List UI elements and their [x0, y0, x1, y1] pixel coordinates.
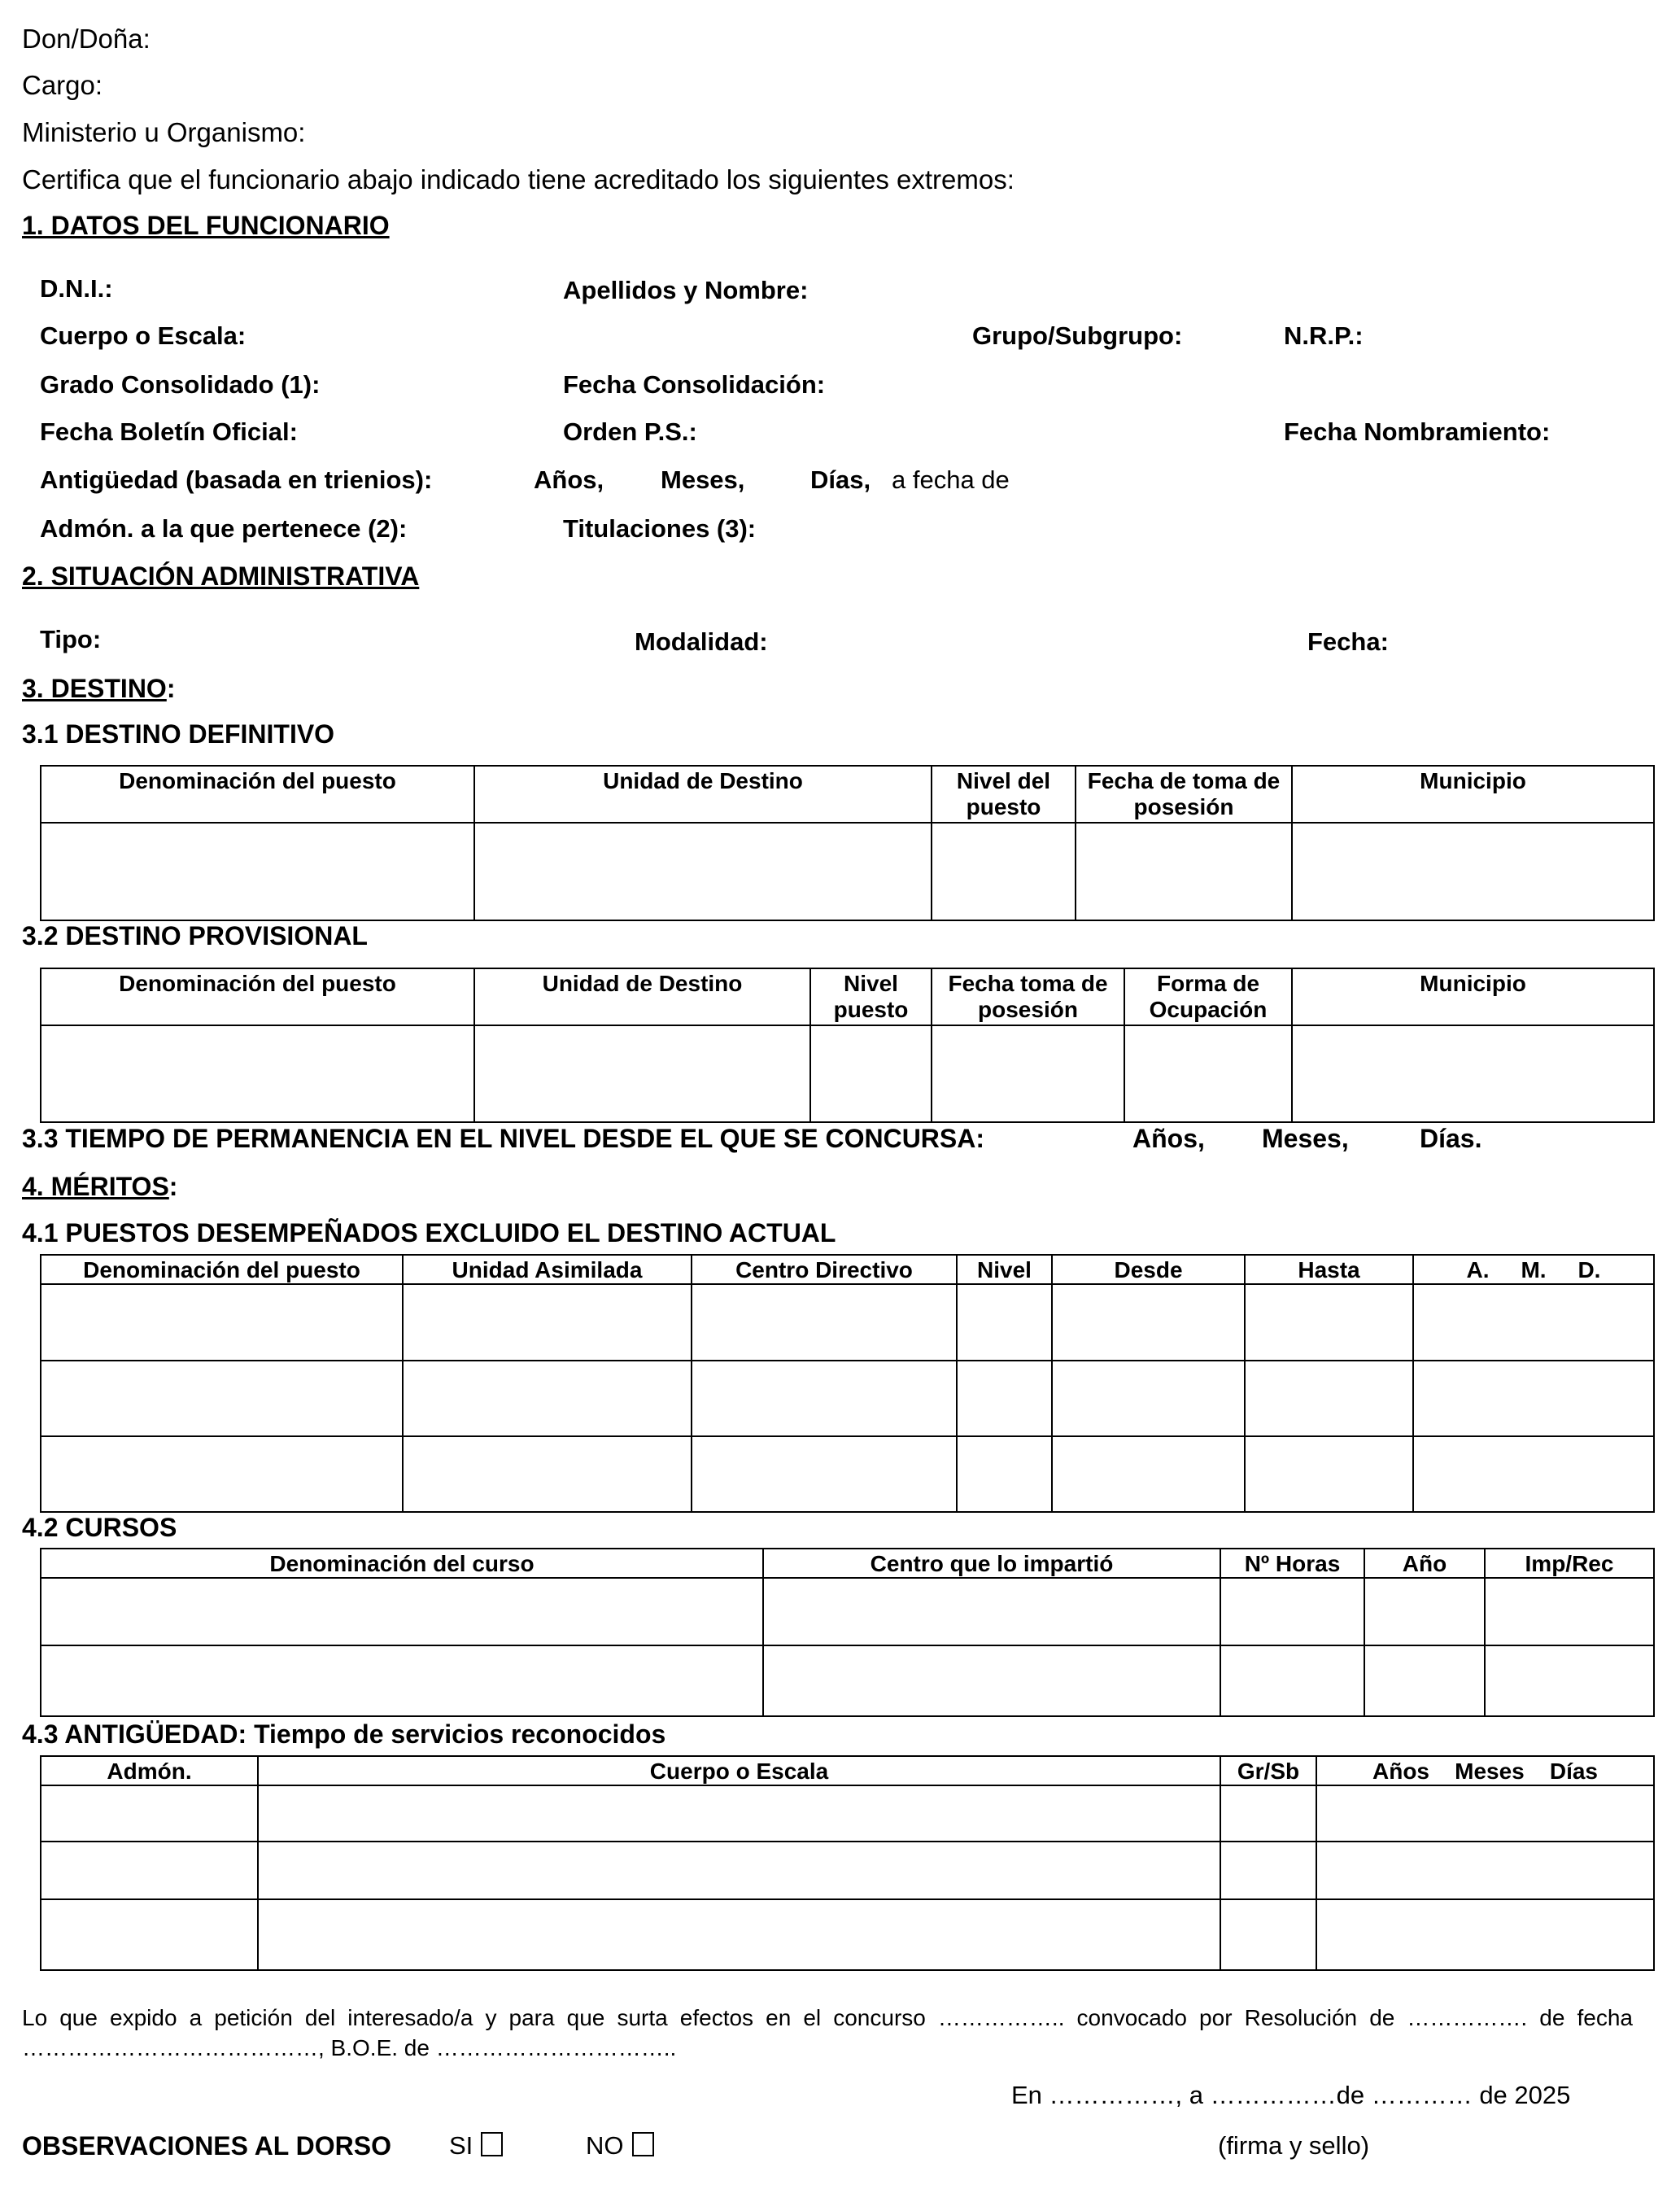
table-cell[interactable] — [41, 1436, 403, 1512]
cell-unidad[interactable] — [474, 1025, 810, 1122]
th-nivel: Nivel del puesto — [932, 766, 1076, 823]
modalidad-label: Modalidad: — [635, 627, 768, 656]
th-desde: Desde — [1052, 1255, 1245, 1284]
th-nivel: Nivel puesto — [810, 968, 932, 1025]
table-cell[interactable] — [1364, 1578, 1485, 1645]
observaciones-label: OBSERVACIONES AL DORSO — [22, 2131, 391, 2161]
section3-title — [22, 674, 175, 704]
titulaciones-label: Titulaciones (3): — [563, 514, 757, 543]
section42-title: 4.2 CURSOS — [22, 1513, 177, 1542]
th-centro-directivo: Centro Directivo — [692, 1255, 957, 1284]
th-centro: Centro que lo impartió — [763, 1549, 1220, 1578]
table-cell[interactable] — [763, 1578, 1220, 1645]
table-row — [41, 1785, 1654, 1842]
cell-fecha-toma[interactable] — [932, 1025, 1124, 1122]
date-line: En ……………, a ……………de ………… de 2025 — [1011, 2081, 1571, 2109]
table-cell[interactable] — [258, 1899, 1220, 1970]
section31-title: 3.1 DESTINO DEFINITIVO — [22, 719, 335, 749]
si-checkbox[interactable] — [481, 2132, 503, 2156]
table-cell[interactable] — [403, 1436, 692, 1512]
section41-title: 4.1 PUESTOS DESEMPEÑADOS EXCLUIDO EL DESTINO ACTUAL — [22, 1218, 836, 1247]
no-option — [586, 2131, 654, 2161]
section1-title: 1. DATOS DEL FUNCIONARIO — [22, 211, 390, 240]
cuerpo-label: Cuerpo o Escala: — [40, 321, 247, 350]
th-nivel: Nivel — [957, 1255, 1052, 1284]
table-cell[interactable] — [1316, 1842, 1654, 1899]
table-cell[interactable] — [1220, 1645, 1364, 1716]
table-row — [41, 1842, 1654, 1899]
table-cell[interactable] — [1485, 1645, 1654, 1716]
fecha-boletin-label: Fecha Boletín Oficial: — [40, 417, 298, 446]
table-cell[interactable] — [692, 1284, 957, 1361]
th-municipio: Municipio — [1292, 766, 1654, 823]
antiguedad-meses: Meses, — [661, 465, 745, 494]
table-cell[interactable] — [258, 1842, 1220, 1899]
cell-nivel[interactable] — [810, 1025, 932, 1122]
puestos-desempenados-table — [40, 1254, 1655, 1513]
table-row — [41, 823, 1654, 920]
table-cell[interactable] — [1364, 1645, 1485, 1716]
table-cell[interactable] — [1052, 1284, 1245, 1361]
cell-municipio[interactable] — [1292, 823, 1654, 920]
table-cell[interactable] — [692, 1361, 957, 1436]
expido-text-line1: Lo que expido a petición del interesado/a y para que surta efectos en el concurso …………….. convocado por Resolución de ……………. de fecha — [22, 2005, 1633, 2030]
th-imp-rec: Imp/Rec — [1485, 1549, 1654, 1578]
table-cell[interactable] — [957, 1284, 1052, 1361]
antiguedad-label: Antigüedad (basada en trienios): — [40, 465, 433, 494]
a-fecha-de: a fecha de — [892, 465, 1010, 494]
table-cell[interactable] — [1413, 1361, 1654, 1436]
th-admon: Admón. — [41, 1756, 258, 1785]
table-row — [41, 1645, 1654, 1716]
firma-sello: (firma y sello) — [1218, 2131, 1370, 2160]
table-cell[interactable] — [41, 1361, 403, 1436]
th-cuerpo-escala: Cuerpo o Escala — [258, 1756, 1220, 1785]
cell-nivel[interactable] — [932, 823, 1076, 920]
th-fecha-toma: Fecha toma de posesión — [932, 968, 1124, 1025]
table-cell[interactable] — [1316, 1899, 1654, 1970]
antiguedad-anos: Años, — [534, 465, 604, 494]
th-anos-meses-dias: Años Meses Días — [1316, 1756, 1654, 1785]
table-cell[interactable] — [763, 1645, 1220, 1716]
th-denominacion-curso: Denominación del curso — [41, 1549, 763, 1578]
si-option — [449, 2131, 503, 2161]
section43-title: 4.3 ANTIGÜEDAD: Tiempo de servicios reconocidos — [22, 1719, 666, 1749]
grado-label: Grado Consolidado (1): — [40, 370, 321, 399]
admon-label: Admón. a la que pertenece (2): — [40, 514, 408, 543]
antiguedad-dias: Días, — [810, 465, 871, 494]
th-fecha-toma: Fecha de toma de posesión — [1076, 766, 1292, 823]
section4-title — [22, 1172, 177, 1202]
th-horas: Nº Horas — [1220, 1549, 1364, 1578]
th-denominacion: Denominación del puesto — [41, 766, 474, 823]
no-checkbox[interactable] — [632, 2132, 654, 2156]
table-cell[interactable] — [41, 1842, 258, 1899]
si-label: SI — [449, 2131, 473, 2160]
table-cell[interactable] — [1220, 1842, 1316, 1899]
section33-dias: Días. — [1420, 1124, 1482, 1153]
table-row — [41, 1899, 1654, 1970]
section33-anos: Años, — [1132, 1124, 1205, 1153]
cell-denominacion[interactable] — [41, 1025, 474, 1122]
th-municipio: Municipio — [1292, 968, 1654, 1025]
tipo-label: Tipo: — [40, 625, 102, 653]
table-cell[interactable] — [957, 1361, 1052, 1436]
table-cell[interactable] — [1245, 1284, 1413, 1361]
table-cell[interactable] — [403, 1284, 692, 1361]
table-cell[interactable] — [957, 1436, 1052, 1512]
table-row — [41, 1025, 1654, 1122]
table-cell[interactable] — [41, 1785, 258, 1842]
th-denominacion: Denominación del puesto — [41, 968, 474, 1025]
th-unidad: Unidad de Destino — [474, 968, 810, 1025]
section32-title: 3.2 DESTINO PROVISIONAL — [22, 921, 368, 950]
table-cell[interactable] — [1316, 1785, 1654, 1842]
th-hasta: Hasta — [1245, 1255, 1413, 1284]
th-ano: Año — [1364, 1549, 1485, 1578]
fecha-consolidacion-label: Fecha Consolidación: — [563, 370, 826, 399]
section3-colon: : — [166, 674, 176, 703]
destino-provisional-table — [40, 968, 1655, 1123]
th-unidad: Unidad de Destino — [474, 766, 932, 823]
table-row — [41, 1578, 1654, 1645]
section2-title: 2. SITUACIÓN ADMINISTRATIVA — [22, 561, 420, 591]
table-row — [41, 1284, 1654, 1361]
destino-definitivo-table — [40, 765, 1655, 921]
table-cell[interactable] — [1245, 1436, 1413, 1512]
cell-denominacion[interactable] — [41, 823, 474, 920]
table-cell[interactable] — [41, 1645, 763, 1716]
table-cell[interactable] — [1413, 1284, 1654, 1361]
table-cell[interactable] — [403, 1361, 692, 1436]
table-row — [41, 1361, 1654, 1436]
th-amd: A. M. D. — [1413, 1255, 1654, 1284]
orden-ps-label: Orden P.S.: — [563, 417, 697, 446]
table-cell[interactable] — [1220, 1578, 1364, 1645]
certifica-text: Certifica que el funcionario abajo indicado tiene acreditado los siguientes extremos: — [22, 164, 1015, 194]
table-cell[interactable] — [1220, 1899, 1316, 1970]
cell-fecha-toma[interactable] — [1076, 823, 1292, 920]
table-cell[interactable] — [1052, 1361, 1245, 1436]
th-gr-sb: Gr/Sb — [1220, 1756, 1316, 1785]
th-forma-ocupacion: Forma de Ocupación — [1124, 968, 1292, 1025]
nrp-label: N.R.P.: — [1284, 321, 1364, 350]
no-label: NO — [586, 2131, 624, 2160]
ministerio-label: Ministerio u Organismo: — [22, 117, 306, 147]
table-cell[interactable] — [41, 1899, 258, 1970]
table-cell[interactable] — [258, 1785, 1220, 1842]
th-denominacion: Denominación del puesto — [41, 1255, 403, 1284]
expido-text-line2: …………………………………, B.O.E. de ………………………….. — [22, 2035, 677, 2060]
grupo-label: Grupo/Subgrupo: — [972, 321, 1183, 350]
section4-title-text: 4. MÉRITOS — [22, 1172, 169, 1201]
section33-title: 3.3 TIEMPO DE PERMANENCIA EN EL NIVEL DESDE EL QUE SE CONCURSA: — [22, 1124, 985, 1153]
section33-meses: Meses, — [1262, 1124, 1349, 1153]
don-dona-label: Don/Doña: — [22, 24, 151, 54]
cell-municipio[interactable] — [1292, 1025, 1654, 1122]
table-cell[interactable] — [1245, 1361, 1413, 1436]
table-row — [41, 1436, 1654, 1512]
table-cell[interactable] — [1052, 1436, 1245, 1512]
th-unidad-asimilada: Unidad Asimilada — [403, 1255, 692, 1284]
table-cell[interactable] — [41, 1284, 403, 1361]
table-cell[interactable] — [41, 1578, 763, 1645]
table-cell[interactable] — [1220, 1785, 1316, 1842]
cargo-label: Cargo: — [22, 70, 103, 100]
dni-label: D.N.I.: — [40, 274, 113, 303]
table-cell[interactable] — [1413, 1436, 1654, 1512]
fecha-nombramiento-label: Fecha Nombramiento: — [1284, 417, 1551, 446]
fecha-label: Fecha: — [1307, 627, 1389, 656]
cell-unidad[interactable] — [474, 823, 932, 920]
cursos-table — [40, 1548, 1655, 1717]
antiguedad-table — [40, 1755, 1655, 1971]
section4-colon: : — [168, 1172, 178, 1201]
table-cell[interactable] — [1485, 1578, 1654, 1645]
apellidos-label: Apellidos y Nombre: — [563, 276, 809, 304]
section3-title-text: 3. DESTINO — [22, 674, 167, 703]
table-cell[interactable] — [692, 1436, 957, 1512]
cell-forma-ocupacion[interactable] — [1124, 1025, 1292, 1122]
